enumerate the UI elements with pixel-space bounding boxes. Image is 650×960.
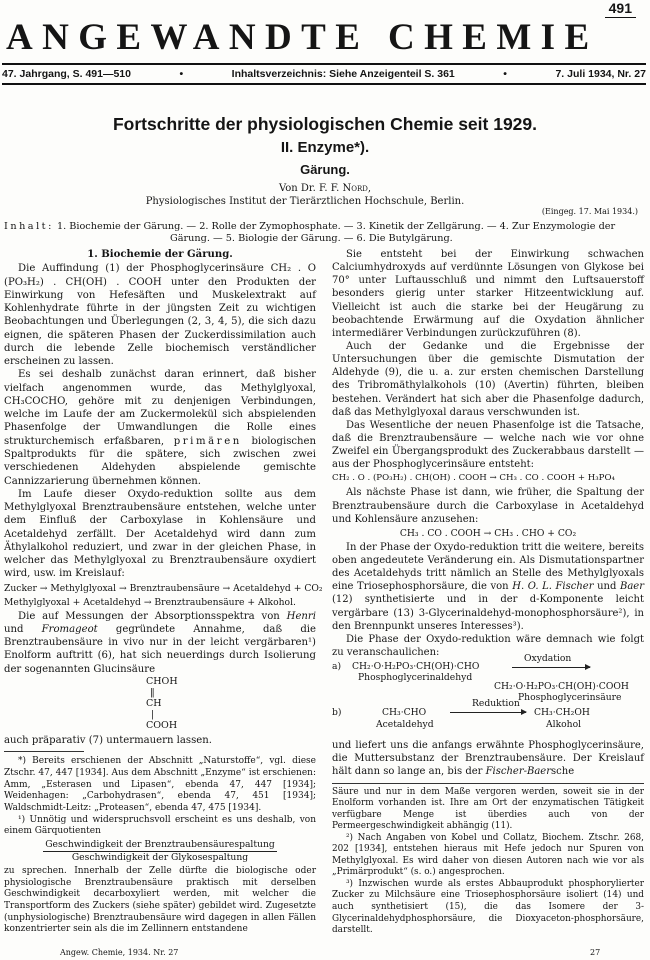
- right-column: [332, 248, 644, 937]
- fraction-numerator: Geschwindigkeit der Brenztraubensäurespaltung: [45, 838, 275, 850]
- author-ref: H. O. L. Fischer: [512, 581, 594, 593]
- article-subtitle: II. Enzyme*).: [280, 139, 370, 156]
- footnote-rule: [4, 751, 84, 752]
- inhalt-label: Inhalt:: [4, 221, 54, 232]
- paragraph: Sie entsteht bei der Einwirkung schwachen Calciumhydroxyds auf verdünnte Lösungen von Glykose bei 70° unter Luftausschluß und nimmt den Luftsauerstoff besonders gierig unter starker Hitzeentwicklung auf. Vielleicht ist auch die starke bei der Heugärung zu beobachtende Erwärmung auf die Oxydation ähnlicher intermediärer Verbindungen zurückzuführen (8).: [332, 249, 644, 339]
- paragraph: Auch der Gedanke und die Ergebnisse der Untersuchungen über die gemischte Dismutation der Aldehyde (9), die u. a. zur ersten chemischen Darstellung des Tribromäthylalkohols (10) (Avertin) führten, bleiben bestehen. Verändert hat sich aber die Phasenfolge dadurch, daß das Methylglyoxal daraus verschwunden ist.: [332, 340, 644, 418]
- paragraph: [332, 541, 644, 633]
- journal-title: ANGEWANDTE CHEMIE: [6, 17, 599, 58]
- formula-text: CHOH: [146, 675, 178, 687]
- fraction: [4, 839, 316, 864]
- text-run: Es sei deshalb zunächst daran erinnert, daß bisher vielfach angenommen wurde, das Methylglyoxal, CH₃COCHO, gehöre mit zu denjenigen Verbindungen, welche im Laufe der am Zuckermolekül sich abspielenden Phasenfolge der Umwandlungen die Rolle eines strukturchemisch erfaßbaren,: [4, 369, 316, 447]
- single-bond: |: [151, 708, 155, 720]
- paragraph: Das Wesentliche der neuen Phasenfolge ist die Tatsache, daß die Brenztraubensäure — welche nach wie vor ohne Zweifel ein Übergangsprodukt des Zuckerabbaus darstellt — aus der Phosphoglycerinsäure entsteht:: [332, 419, 644, 471]
- text-run: gegründete Annahme, daß die Brenztraubensäure in vivo nur in der leicht vergärbaren¹) Enolform auftritt (6), hat sich neuerdings durch Isolierung der sogenannten Glucinsäure: [4, 623, 317, 675]
- reactant-formula: CH₃·CHO: [382, 707, 427, 719]
- paragraph: auch präparativ (7) untermauern lassen.: [4, 734, 212, 746]
- text-run: Die auf Messungen der Absorptionsspektra von: [18, 610, 280, 622]
- footnote: ³) Inzwischen wurde als erstes Abbauprodukt phosphorylierter Zucker zu Milchsäure eine Triosephosphorsäure isoliert (14) und auch synthetisiert (15), die das Isomere der 3-Glycerinaldehydphosphorsäure, die Dioxyaceton-phosphorsäure, darstellt.: [332, 878, 644, 936]
- reaction-arrow: [450, 712, 526, 713]
- arrow-label: Oxydation: [524, 653, 572, 665]
- arrow-label: Reduktion: [472, 698, 520, 710]
- reactant-formula: CH₂·O·H₂PO₃·CH(OH)·CHO: [352, 661, 480, 673]
- footer-journal: Angew. Chemie, 1934. Nr. 27: [60, 948, 179, 957]
- bullet-separator: •: [503, 68, 507, 80]
- author-ref: Fischer-Baer: [485, 766, 552, 778]
- section-heading: 1. Biochemie der Gärung.: [87, 249, 233, 260]
- author-ref: Henri: [286, 610, 316, 622]
- paragraph: Die Phase der Oxydo-reduktion wäre demnach wie folgt zu veranschaulichen:: [332, 633, 644, 658]
- product-formula: CH₃·CH₂OH: [534, 707, 590, 719]
- product-name: Alkohol: [546, 719, 582, 731]
- issue-info-bar: [2, 68, 646, 80]
- paragraph: Die Auffindung (1) der Phosphoglycerinsäure CH₂ . O (PO₃H₂) . CH(OH) . COOH unter den Produkten der Einwirkung von Hefesäften und Muskelextrakt auf Kohlenhydrate führte in der jüngsten Zeit zu wichtigen Beobachtungen und Überlegungen (2, 3, 4, 5), die sich dazu eignen, die späteren Phasen der Zuckerdissimilation auch durch die lebende Zelle biochemisch verständlicher erscheinen zu lassen.: [4, 263, 316, 368]
- table-of-contents: [4, 221, 644, 245]
- received-date: (Eingeg. 17. Mai 1934.): [541, 207, 638, 216]
- product-formula: CH₂·O·H₂PO₃·CH(OH)·COOH: [494, 681, 629, 693]
- issue-date: 7. Juli 1934, Nr. 27: [555, 68, 646, 80]
- footnote: ²) Nach Angaben von Kobel und Collatz, Biochem. Ztschr. 268, 202 [1934], entstehen hieraus mit Hefe jedoch nur Spuren von Methylglyoxal. Es wird daher von diesen Autoren nach wie vor als „Primärprodukt“ (s. o.) angesprochen.: [332, 832, 644, 878]
- author-name: Nord,: [342, 183, 372, 194]
- formula-text: COOH: [146, 719, 178, 731]
- paragraph: [4, 610, 316, 676]
- left-column: [4, 248, 323, 936]
- footnote: Säure und nur in dem Maße vergoren werden, soweit sie in der Enolform vorhanden ist. Ihre am Ort der enzymatischen Tätigkeit verfügbare Menge ist überdies auch von der Permeergeschwindigkeit abhängig (11).: [332, 786, 644, 832]
- contents-info: Inhaltsverzeichnis: Siehe Anzeigenteil S. 361: [231, 68, 455, 80]
- footnote-rule: [332, 783, 644, 784]
- author-prefix: Von Dr. F. F.: [278, 183, 340, 194]
- footnote: zu sprechen. Innerhalb der Zelle dürfte die biologische oder physiologische Brenztraubensäure praktisch mit derselben Geschwindigkeit decarboxyliert werden, mit welcher die Transportform des Zuckers (siehe später) gebildet wird. Zugesetzte (unphysiologische) Brenztraubensäure wird dagegen in allen Fällen konzentrierter sein als die im Zellinnern entstandene: [4, 865, 316, 935]
- paragraph: [332, 739, 644, 778]
- reactant-name: Phosphoglycerinaldehyd: [358, 672, 473, 684]
- product-name: Phosphoglycerinsäure: [518, 692, 622, 704]
- fraction-denominator: Geschwindigkeit der Glykosespaltung: [71, 851, 249, 863]
- scheme-label: b): [332, 707, 342, 719]
- inhalt-line-2: Gärung. — 5. Biologie der Gärung. — 6. Die Butylgärung.: [170, 233, 453, 244]
- paragraph: [4, 368, 316, 487]
- equation: CH₂ . O . (PO₃H₂) . CH(OH) . COOH → CH₃ . CO . COOH + H₃PO₄: [332, 473, 615, 484]
- double-bond: ‖: [150, 686, 155, 698]
- paragraph: Im Laufe dieser Oxydo-reduktion sollte aus dem Methylglyoxal Brenztraubensäure entstehen, welche unter dem Einfluß der Carboxylase in Kohlensäure und Acetaldehyd zerfällt. Der Acetaldehyd wird dann zum Äthylalkohol reduziert, und zwar in der gleichen Phase, in welcher das Methylglyoxal zu Brenztraubensäure oxydiert wird, usw. im Kreislauf:: [4, 488, 316, 580]
- equation: Zucker → Methylglyoxal → Brenztraubensäure → Acetaldehyd + CO₂: [4, 582, 323, 594]
- bullet-separator: •: [179, 68, 184, 80]
- author-ref: Fromageot: [41, 623, 98, 635]
- glucinsaeure-structure: [4, 676, 316, 734]
- infobar-rule: [2, 83, 646, 85]
- text-run: (12) synthetisierte und in der d-Komponente leicht vergärbare (13) 3-Glycerinaldehyd-monophosphorsäure²), in den Brennpunkt unseres Interesses³).: [332, 594, 644, 632]
- spaced-emphasis: primären: [173, 435, 242, 447]
- article-subsubtitle: Gärung.: [300, 162, 350, 177]
- footnote: ¹) Unnötig und widerspruchsvoll erscheint es uns deshalb, von einem Gärquotienten: [4, 814, 316, 837]
- article-title: Fortschritte der physiologischen Chemie seit 1929.: [112, 114, 538, 134]
- page-number: 491: [605, 0, 636, 18]
- reactant-name: Acetaldehyd: [376, 719, 434, 731]
- equation: CH₃ . CO . COOH → CH₃ . CHO + CO₂: [399, 527, 577, 539]
- footnote: *) Bereits erschienen der Abschnitt „Naturstoffe“, vgl. diese Ztschr. 47, 447 [1934]. Aus dem Abschnitt „Enzyme“ ist erschienen: Amm, „Esterasen und Lipasen“, ebenda 47, 447 [1934]; Weidenhagen: „Carbohydrasen“, ebenda 47, 451 [1934]; Waldschmidt-Leitz: „Proteasen“, ebenda 47, 475 [1934].: [4, 756, 316, 813]
- volume-info: 47. Jahrgang, S. 491—510: [2, 68, 131, 80]
- reaction-arrow: [512, 667, 590, 668]
- scheme-label: a): [332, 661, 342, 673]
- text-run: und: [4, 623, 24, 635]
- author-line: [0, 183, 650, 194]
- paragraph: Als nächste Phase ist dann, wie früher, die Spaltung der Brenztraubensäure durch die Carboxylase in Acetaldehyd und Kohlensäure anzusehen:: [332, 487, 644, 525]
- text-run: und: [597, 581, 617, 593]
- text-run: sche: [551, 766, 575, 778]
- institute: Physiologisches Institut der Tierärztlichen Hochschule, Berlin.: [145, 196, 465, 207]
- equation: Methylglyoxal + Acetaldehyd → Brenztraubensäure + Alkohol.: [4, 596, 296, 608]
- footer-issue: 27: [590, 948, 601, 957]
- author-ref: Baer: [619, 581, 644, 593]
- masthead-rule: [2, 63, 646, 65]
- formula-text: CH: [146, 697, 162, 709]
- text-run: biologischen Spaltprodukts für die spätere, sich zwischen zwei verschiedenen Aldehyden abspielende gemischte Cannizzarierung übernehmen können.: [4, 435, 317, 487]
- inhalt-line-1: 1. Biochemie der Gärung. — 2. Rolle der Zymophosphate. — 3. Kinetik der Zellgärung. — 4. Zur Enzymologie der: [56, 221, 616, 232]
- text-run: und liefert uns die anfangs erwähnte Phosphoglycerinsäure, die Muttersubstanz der Brenztraubensäure. Der Kreislauf hält dann so lange an, bis der: [332, 740, 644, 778]
- text-run: In der Phase der Oxydo-reduktion tritt die weitere, bereits oben angedeutete Veränderung ein. Als Dismutationspartner des Acetaldehyds tritt nämlich an Stelle des Methylglyoxals eine Triosephosphorsäure, die von: [332, 541, 644, 593]
